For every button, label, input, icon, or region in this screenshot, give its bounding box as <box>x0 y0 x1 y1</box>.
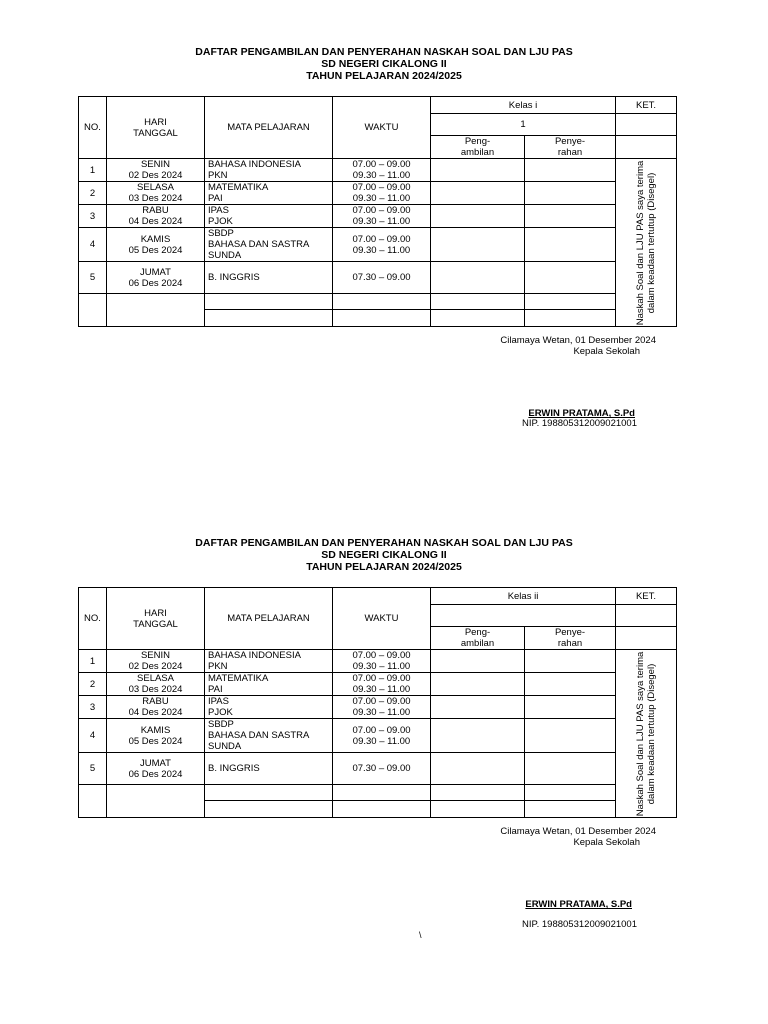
pengambilan-cell <box>431 205 525 228</box>
signature-nip: NIP. 198805312009021001 <box>522 418 637 429</box>
table-row: 5 JUMAT 06 Des 2024 B. INGGRIS 07.30 – 09.00 <box>79 753 677 785</box>
table-row: 5 JUMAT 06 Des 2024 B. INGGRIS 07.30 – 09.00 <box>79 262 677 294</box>
title-line-1: DAFTAR PENGAMBILAN DAN PENYERAHAN NASKAH SOAL DAN LJU PAS <box>195 46 573 58</box>
header-mata-pelajaran: MATA PELAJARAN <box>205 588 333 650</box>
pengambilan-cell <box>431 673 525 696</box>
schedule-table <box>78 96 677 327</box>
ket-note: Naskah Soal dan LJU PAS saya terima dalam keadaan tertutup (Disegel) <box>635 651 657 816</box>
title-line-2: SD NEGERI CIKALONG II <box>321 549 447 561</box>
header-kelas-sub <box>431 605 616 627</box>
header-pengambilan: Peng- ambilan <box>431 627 525 650</box>
penyerahan-cell <box>525 228 616 262</box>
header-no: NO. <box>79 97 107 159</box>
signature-name: ERWIN PRATAMA, S.Pd <box>528 408 635 419</box>
penyerahan-cell <box>525 696 616 719</box>
penyerahan-cell <box>525 719 616 753</box>
header-hari-tanggal: HARI TANGGAL <box>107 588 205 650</box>
ket-note-cell <box>616 650 677 818</box>
header-no: NO. <box>79 588 107 650</box>
penyerahan-cell <box>525 673 616 696</box>
pengambilan-cell <box>431 228 525 262</box>
table-row: 4 KAMIS 05 Des 2024 SBDP BAHASA DAN SASTRA SUNDA 07.00 – 09.00 09.30 – 11.00 <box>79 228 677 262</box>
penyerahan-cell <box>525 262 616 294</box>
penyerahan-cell <box>525 650 616 673</box>
signature-role: Kepala Sekolah <box>573 346 640 357</box>
table-row: 2 SELASA 03 Des 2024 MATEMATIKA PAI 07.00 – 09.00 09.30 – 11.00 <box>79 182 677 205</box>
title-line-1: DAFTAR PENGAMBILAN DAN PENYERAHAN NASKAH SOAL DAN LJU PAS <box>195 537 573 549</box>
header-kelas-sub: 1 <box>431 114 616 136</box>
pengambilan-cell <box>431 696 525 719</box>
pengambilan-cell <box>431 182 525 205</box>
header-ket-blank <box>616 136 677 159</box>
header-ket-blank <box>616 627 677 650</box>
header-ket-blank <box>616 114 677 136</box>
signature-place-date: Cilamaya Wetan, 01 Desember 2024 <box>500 335 656 346</box>
document-title <box>0 46 768 82</box>
header-waktu: WAKTU <box>333 97 431 159</box>
title-line-2: SD NEGERI CIKALONG II <box>321 58 447 70</box>
header-hari-tanggal: HARI TANGGAL <box>107 97 205 159</box>
pengambilan-cell <box>431 159 525 182</box>
table-row: 2 SELASA 03 Des 2024 MATEMATIKA PAI 07.00 – 09.00 09.30 – 11.00 <box>79 673 677 696</box>
signature-place-date: Cilamaya Wetan, 01 Desember 2024 <box>500 826 656 837</box>
header-kelas: Kelas i <box>431 97 616 114</box>
header-kelas: Kelas ii <box>431 588 616 605</box>
pengambilan-cell <box>431 650 525 673</box>
document-title <box>0 537 768 573</box>
header-mata-pelajaran: MATA PELAJARAN <box>205 97 333 159</box>
pengambilan-cell <box>431 753 525 785</box>
header-penyerahan: Penye- rahan <box>525 627 616 650</box>
ket-note: Naskah Soal dan LJU PAS saya terima dalam keadaan tertutup (Disegel) <box>635 160 658 325</box>
table-row: 1 SENIN 02 Des 2024 BAHASA INDONESIA PKN 07.00 – 09.00 09.30 – 11.00 Naskah Soal dan LJU PAS saya terima dalam keadaan tertutup (Disegel) <box>79 159 677 182</box>
title-line-3: TAHUN PELAJARAN 2024/2025 <box>306 70 462 82</box>
header-ket: KET. <box>616 97 677 114</box>
attendance-section-2 <box>0 537 768 930</box>
attendance-section-1 <box>0 46 768 429</box>
header-ket: KET. <box>616 588 677 605</box>
table-row-blank <box>79 294 677 310</box>
header-ket-blank <box>616 605 677 627</box>
schedule-table <box>78 587 677 818</box>
table-row: 1 SENIN 02 Des 2024 BAHASA INDONESIA PKN 07.00 – 09.00 09.30 – 11.00 Naskah Soal dan LJU PAS saya terima dalam keadaan tertutup (Disegel) <box>79 650 677 673</box>
table-row: 4 KAMIS 05 Des 2024 SBDP BAHASA DAN SASTRA SUNDA 07.00 – 09.00 09.30 – 11.00 <box>79 719 677 753</box>
penyerahan-cell <box>525 182 616 205</box>
table-row-blank <box>79 785 677 801</box>
title-line-3: TAHUN PELAJARAN 2024/2025 <box>306 561 462 573</box>
pengambilan-cell <box>431 719 525 753</box>
footer-mark: \ <box>419 930 422 940</box>
header-pengambilan: Peng- ambilan <box>431 136 525 159</box>
ket-note-cell <box>616 159 677 327</box>
pengambilan-cell <box>431 262 525 294</box>
signature-name: ERWIN PRATAMA, S.Pd <box>525 899 632 910</box>
table-row: 3 RABU 04 Des 2024 IPAS PJOK 07.00 – 09.00 09.30 – 11.00 <box>79 696 677 719</box>
signature-role: Kepala Sekolah <box>573 837 640 848</box>
header-penyerahan: Penye- rahan <box>525 136 616 159</box>
penyerahan-cell <box>525 205 616 228</box>
signature-nip: NIP. 198805312009021001 <box>522 919 637 930</box>
penyerahan-cell <box>525 159 616 182</box>
table-row: 3 RABU 04 Des 2024 IPAS PJOK 07.00 – 09.00 09.30 – 11.00 <box>79 205 677 228</box>
header-waktu: WAKTU <box>333 588 431 650</box>
penyerahan-cell <box>525 753 616 785</box>
